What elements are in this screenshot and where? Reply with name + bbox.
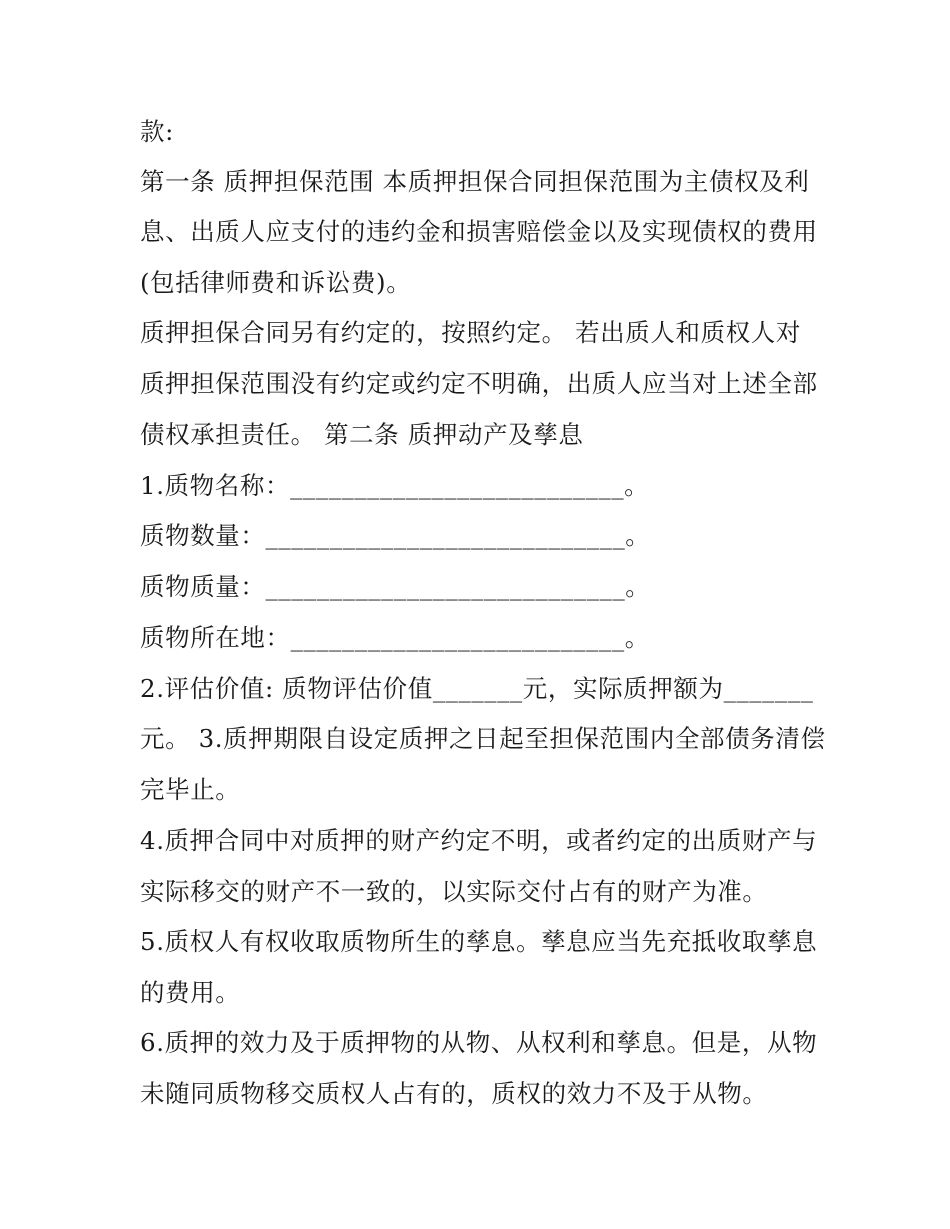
text-line-7: 债权承担责任。 第二条 质押动产及孳息	[140, 420, 584, 449]
text-line-8: 1.质物名称：__________________________。	[140, 471, 650, 500]
text-line-16: 实际移交的财产不一致的，以实际交付占有的财产为准。	[140, 877, 768, 906]
text-line-11: 质物所在地：__________________________。	[140, 623, 650, 652]
text-line-13: 元。 3.质押期限自设定质押之日起至担保范围内全部债务清偿	[140, 724, 826, 753]
text-line-1: 款:	[140, 117, 174, 146]
text-line-9: 质物数量：____________________________。	[140, 521, 651, 550]
text-line-10: 质物质量：____________________________。	[140, 572, 651, 601]
text-line-20: 未随同质物移交质权人占有的，质权的效力不及于从物。	[140, 1079, 768, 1108]
text-line-12: 2.评估价值: 质物评估价值_______元，实际质押额为_______	[140, 674, 814, 703]
text-line-6: 质押担保范围没有约定或约定不明确，出质人应当对上述全部	[140, 369, 818, 398]
text-line-4: (包括律师费和诉讼费)。	[140, 268, 412, 297]
text-line-3: 息、出质人应支付的违约金和损害赔偿金以及实现债权的费用	[140, 217, 818, 246]
text-line-14: 完毕止。	[140, 775, 241, 804]
text-line-15: 4.质押合同中对质押的财产约定不明，或者约定的出质财产与	[140, 826, 818, 855]
text-line-2: 第一条 质押担保范围 本质押担保合同担保范围为主债权及利	[140, 167, 810, 196]
text-line-18: 的费用。	[140, 978, 241, 1007]
text-line-19: 6.质押的效力及于质押物的从物、从权利和孳息。但是，从物	[140, 1028, 818, 1057]
text-line-5: 质押担保合同另有约定的，按照约定。 若出质人和质权人对	[140, 318, 801, 347]
text-line-17: 5.质权人有权收取质物所生的孳息。孳息应当先充抵收取孳息	[140, 927, 818, 956]
